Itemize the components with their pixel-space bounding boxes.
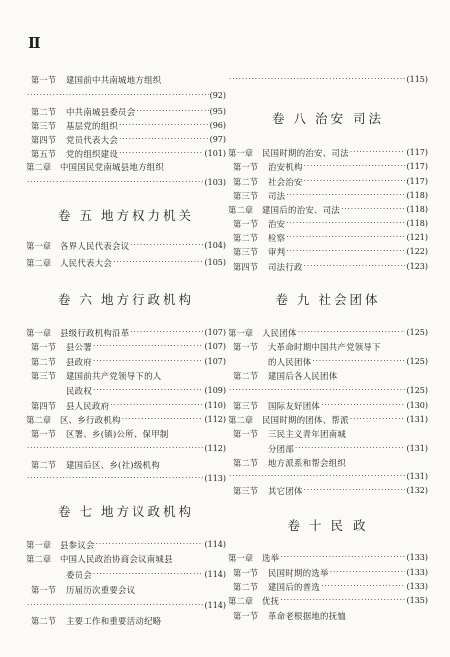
toc-section-entry [26, 583, 226, 596]
chapter-label: 第二章 [228, 595, 254, 606]
leader-dots [280, 551, 405, 564]
entry-title: 民政权 [66, 385, 93, 396]
entry-title: 选举 [262, 552, 280, 563]
section-label: 第二节 [232, 232, 258, 243]
entry-title: 司法行政 [268, 261, 303, 272]
section-label: 第二节 [232, 176, 258, 187]
volume-label: 卷 [275, 292, 291, 307]
toc-chapter-entry [228, 326, 428, 339]
entry-title: 区、乡行政机构 [60, 414, 121, 425]
toc-section-entry [228, 609, 428, 622]
chapter-label: 第二章 [26, 553, 52, 564]
toc-section-entry [228, 399, 428, 412]
section-label: 第三节 [232, 485, 258, 496]
entry-title: 县公署 [66, 341, 93, 352]
toc-section-entry [26, 105, 226, 118]
entry-title: 县政府 [66, 356, 93, 367]
page-ref: (115) [406, 75, 428, 84]
volume-number: 十 [309, 518, 325, 533]
section-label: 第一节 [30, 74, 56, 85]
volume-title: 地方议政机构 [101, 504, 195, 519]
toc-section-entry [228, 369, 428, 382]
volume-label: 卷 [57, 292, 74, 307]
leader-dots [93, 340, 203, 353]
page-ref: (101) [204, 149, 226, 158]
page-ref: (112) [204, 415, 226, 424]
section-label: 第一节 [232, 567, 258, 578]
chapter-label: 第一章 [26, 327, 52, 338]
volume-heading [26, 290, 226, 308]
page-ref: (112) [204, 444, 226, 453]
toc-chapter-entry [26, 413, 226, 426]
leader-dots [119, 119, 209, 132]
page-ref: (122) [406, 247, 428, 256]
leader-dots [286, 189, 405, 202]
page-ref: (123) [406, 262, 428, 271]
section-label: 第三节 [232, 400, 258, 411]
page-ref: (96) [209, 121, 226, 130]
toc-continuation-line [26, 89, 226, 102]
entry-title: 民国时期的选举 [268, 567, 329, 578]
toc-section-entry [228, 566, 428, 579]
section-label: 第一节 [232, 161, 258, 172]
page-ref: (114) [204, 601, 226, 610]
page-ref: (110) [204, 401, 226, 410]
page-ref: (117) [406, 162, 428, 171]
leader-dots [304, 160, 406, 173]
volume-title: 社会团体 [318, 292, 381, 307]
entry-title: 国际友好团体 [268, 400, 321, 411]
toc-continuation-line [26, 442, 226, 455]
chapter-label: 第二章 [228, 414, 254, 425]
toc-chapter-entry [26, 326, 226, 339]
page-ref: (125) [406, 328, 428, 337]
entry-title: 基层党的组织 [66, 120, 119, 131]
toc-chapter-entry [26, 256, 226, 269]
leader-dots [136, 105, 208, 118]
page-ref: (117) [406, 148, 428, 157]
leader-dots [280, 594, 405, 607]
leader-dots [298, 326, 406, 339]
page-ref: (114) [204, 540, 226, 549]
section-label: 第一节 [232, 341, 258, 352]
leader-dots [321, 580, 405, 593]
leader-dots [27, 176, 203, 189]
page-ref: (97) [209, 135, 226, 144]
toc-continuation-line [228, 470, 428, 483]
toc-continuation-line [26, 599, 226, 612]
toc-section-entry [26, 614, 226, 627]
page-ref: (132) [406, 486, 428, 495]
leader-dots [229, 384, 405, 397]
toc-section-entry [228, 217, 428, 230]
volume-heading [26, 206, 226, 224]
section-label: 第一节 [232, 610, 258, 621]
section-label: 第一节 [232, 428, 258, 439]
page-ref: (107) [204, 328, 226, 337]
leader-dots [27, 442, 203, 455]
chapter-label: 第一章 [228, 147, 254, 158]
leader-dots [27, 89, 209, 102]
chapter-label: 第一章 [228, 327, 254, 338]
entry-title: 委员会 [66, 569, 93, 580]
entry-title: 党员代表大会 [66, 134, 119, 145]
section-label: 第一节 [30, 341, 56, 352]
toc-chapter-entry [228, 594, 428, 607]
leader-dots [304, 260, 406, 273]
entry-title: 革命老根据地的抚恤 [268, 610, 347, 621]
leader-dots [350, 413, 406, 426]
section-label: 第三节 [30, 370, 56, 381]
page-ref: (113) [204, 474, 226, 483]
leader-dots [130, 239, 203, 252]
toc-section-entry [228, 427, 428, 440]
entry-title: 主要工作和重要活动纪略 [66, 615, 162, 626]
toc-section-entry [26, 399, 226, 412]
volume-label: 卷 [287, 518, 303, 533]
section-label: 第四节 [232, 261, 258, 272]
entry-title: 各界人民代表会议 [60, 240, 130, 251]
toc-section-entry [228, 456, 428, 469]
toc-section-entry [228, 189, 428, 202]
entry-title: 大革命时期中国共产党领导下 [268, 341, 381, 352]
leader-dots [229, 73, 405, 86]
leader-dots [119, 133, 209, 146]
toc-chapter-entry [228, 413, 428, 426]
toc-section-entry [228, 175, 428, 188]
page-ref: (107) [204, 357, 226, 366]
entry-title: 县参议会 [60, 539, 95, 550]
entry-title: 其它团体 [268, 485, 303, 496]
volume-title: 民 政 [330, 518, 369, 533]
toc-continuation-line [228, 442, 428, 455]
volume-number: 九 [296, 292, 313, 307]
entry-title: 人民代表大会 [60, 257, 113, 268]
entry-title: 中国国民党南城县地方组织 [60, 161, 165, 172]
leader-dots [286, 245, 405, 258]
entry-title: 的人民团体 [268, 356, 312, 367]
volume-number: 七 [79, 504, 95, 519]
entry-title: 民国时期的治安、司法 [262, 147, 349, 158]
entry-title: 历届历次重要会议 [66, 584, 136, 595]
leader-dots [27, 472, 203, 485]
entry-title: 审判 [268, 246, 286, 257]
page-ref: (130) [406, 401, 428, 410]
toc-section-entry [26, 427, 226, 440]
toc-section-entry [228, 160, 428, 173]
toc-section-entry [228, 245, 428, 258]
entry-title: 建国后区、乡(社)级机构 [66, 459, 160, 470]
leader-dots [321, 399, 405, 412]
section-label: 第四节 [30, 400, 56, 411]
volume-heading [228, 516, 428, 534]
leader-dots [27, 599, 203, 612]
toc-section-entry [26, 458, 226, 471]
toc-continuation-line [26, 472, 226, 485]
volume-number: 八 [293, 111, 310, 126]
entry-title: 建国前共产党领导下的人 [66, 370, 162, 381]
leader-dots [304, 484, 406, 497]
toc-chapter-entry [26, 538, 226, 551]
entry-title: 三民主义青年团南城 [268, 428, 347, 439]
volume-number: 五 [79, 208, 95, 223]
entry-title: 人民团体 [262, 327, 297, 338]
section-label: 第二节 [232, 370, 258, 381]
page-ref: (118) [406, 191, 428, 200]
toc-chapter-entry [26, 239, 226, 252]
toc-section-entry [26, 355, 226, 368]
toc-continuation-line [26, 568, 226, 581]
page-ref: (135) [406, 596, 428, 605]
toc-section-entry [26, 73, 226, 86]
entry-title: 优抚 [262, 595, 280, 606]
page-ref: (118) [406, 205, 428, 214]
toc-chapter-entry [228, 551, 428, 564]
volume-title: 地方行政机构 [101, 292, 195, 307]
toc-section-entry [228, 340, 428, 353]
section-label: 第三节 [30, 120, 56, 131]
leader-dots [130, 326, 203, 339]
leader-dots [93, 384, 203, 397]
chapter-label: 第二章 [26, 161, 52, 172]
leader-dots [341, 203, 405, 216]
leader-dots [122, 413, 204, 426]
section-label: 第三节 [232, 246, 258, 257]
toc-chapter-entry [228, 146, 428, 159]
section-label: 第一节 [232, 218, 258, 229]
chapter-label: 第一章 [228, 552, 254, 563]
chapter-label: 第一章 [26, 240, 52, 251]
entry-title: 中共南城县委员会 [66, 106, 136, 117]
leader-dots [304, 175, 406, 188]
section-label: 第二节 [232, 581, 258, 592]
leader-dots [93, 355, 203, 368]
page-ref: (92) [209, 91, 226, 100]
page-ref: (133) [406, 568, 428, 577]
leader-dots [119, 147, 203, 160]
entry-title: 县人民政府 [66, 400, 110, 411]
volume-label: 卷 [57, 208, 74, 223]
section-label: 第二节 [30, 459, 56, 470]
entry-title: 司法 [268, 190, 286, 201]
page-ref: (114) [204, 570, 226, 579]
volume-title: 治安 司法 [315, 111, 384, 126]
chapter-label: 第二章 [26, 257, 52, 268]
section-label: 第一节 [30, 428, 56, 439]
entry-title: 区署、乡(镇)公所、保甲制 [66, 428, 169, 439]
toc-continuation-line [26, 176, 226, 189]
toc-continuation-line [228, 384, 428, 397]
leader-dots [350, 146, 406, 159]
volume-heading [26, 502, 226, 520]
page-ref: (105) [204, 258, 226, 267]
toc-section-entry [228, 580, 428, 593]
entry-title: 建国后各人民团体 [268, 370, 338, 381]
page-ref: (133) [406, 553, 428, 562]
chapter-label: 第二章 [228, 204, 254, 215]
section-label: 第五节 [30, 148, 56, 159]
volume-heading [228, 109, 428, 127]
page-ref: (131) [406, 472, 428, 481]
entry-title: 分团部 [268, 443, 295, 454]
toc-section-entry [26, 133, 226, 146]
toc-chapter-entry [26, 160, 226, 173]
section-label: 第二节 [232, 457, 258, 468]
toc-continuation-line [228, 355, 428, 368]
section-label: 第一节 [30, 584, 56, 595]
leader-dots [229, 470, 405, 483]
section-label: 第二节 [30, 615, 56, 626]
section-label: 第四节 [30, 134, 56, 145]
leader-dots [113, 256, 203, 269]
page-ref: (109) [204, 386, 226, 395]
chapter-label: 第二章 [26, 414, 52, 425]
entry-title: 建国后的普选 [268, 581, 321, 592]
page-ref: (107) [204, 342, 226, 351]
leader-dots [295, 442, 405, 455]
volume-label: 卷 [271, 111, 288, 126]
toc-section-entry [26, 147, 226, 160]
entry-title: 民国时期的团体、帮派 [262, 414, 349, 425]
section-label: 第二节 [30, 106, 56, 117]
leader-dots [110, 399, 203, 412]
entry-title: 建国前中共南城地方组织 [66, 74, 162, 85]
entry-title: 建国后的治安、司法 [262, 204, 341, 215]
toc-chapter-entry [228, 203, 428, 216]
entry-title: 县级行政机构沿革 [60, 327, 130, 338]
entry-title: 治安机构 [268, 161, 303, 172]
page-ref: (121) [406, 233, 428, 242]
volume-heading [228, 290, 428, 308]
page-ref: (125) [406, 386, 428, 395]
page-ref: (131) [406, 415, 428, 424]
toc-continuation-line [228, 73, 428, 86]
section-label: 第三节 [232, 190, 258, 201]
toc-section-entry [228, 231, 428, 244]
leader-dots [286, 231, 405, 244]
page-ref: (131) [406, 444, 428, 453]
page-number: Ⅱ [28, 34, 40, 52]
page-ref: (103) [204, 178, 226, 187]
page-ref: (125) [406, 357, 428, 366]
entry-title: 党的组织建设 [66, 148, 119, 159]
leader-dots [96, 538, 204, 551]
leader-dots [330, 566, 406, 579]
entry-title: 中国人民政治协商会议南城县 [60, 553, 173, 564]
section-label: 第二节 [30, 356, 56, 367]
toc-continuation-line [26, 384, 226, 397]
toc-section-entry [26, 369, 226, 382]
entry-title: 社会治安 [268, 176, 303, 187]
page-ref: (133) [406, 582, 428, 591]
toc-section-entry [228, 260, 428, 273]
entry-title: 治安 [268, 218, 286, 229]
toc-section-entry [26, 340, 226, 353]
page-ref: (95) [209, 107, 226, 116]
volume-number: 六 [79, 292, 95, 307]
leader-dots [286, 217, 405, 230]
entry-title: 检察 [268, 232, 286, 243]
leader-dots [312, 355, 405, 368]
page-ref: (118) [406, 219, 428, 228]
toc-chapter-entry [26, 552, 226, 565]
toc-section-entry [26, 119, 226, 132]
page-ref: (117) [406, 177, 428, 186]
volume-title: 地方权力机关 [101, 208, 195, 223]
page-ref: (104) [204, 241, 226, 250]
leader-dots [93, 568, 203, 581]
toc-section-entry [228, 484, 428, 497]
entry-title: 地方派系和帮会组织 [268, 457, 347, 468]
chapter-label: 第一章 [26, 539, 52, 550]
volume-label: 卷 [57, 504, 74, 519]
